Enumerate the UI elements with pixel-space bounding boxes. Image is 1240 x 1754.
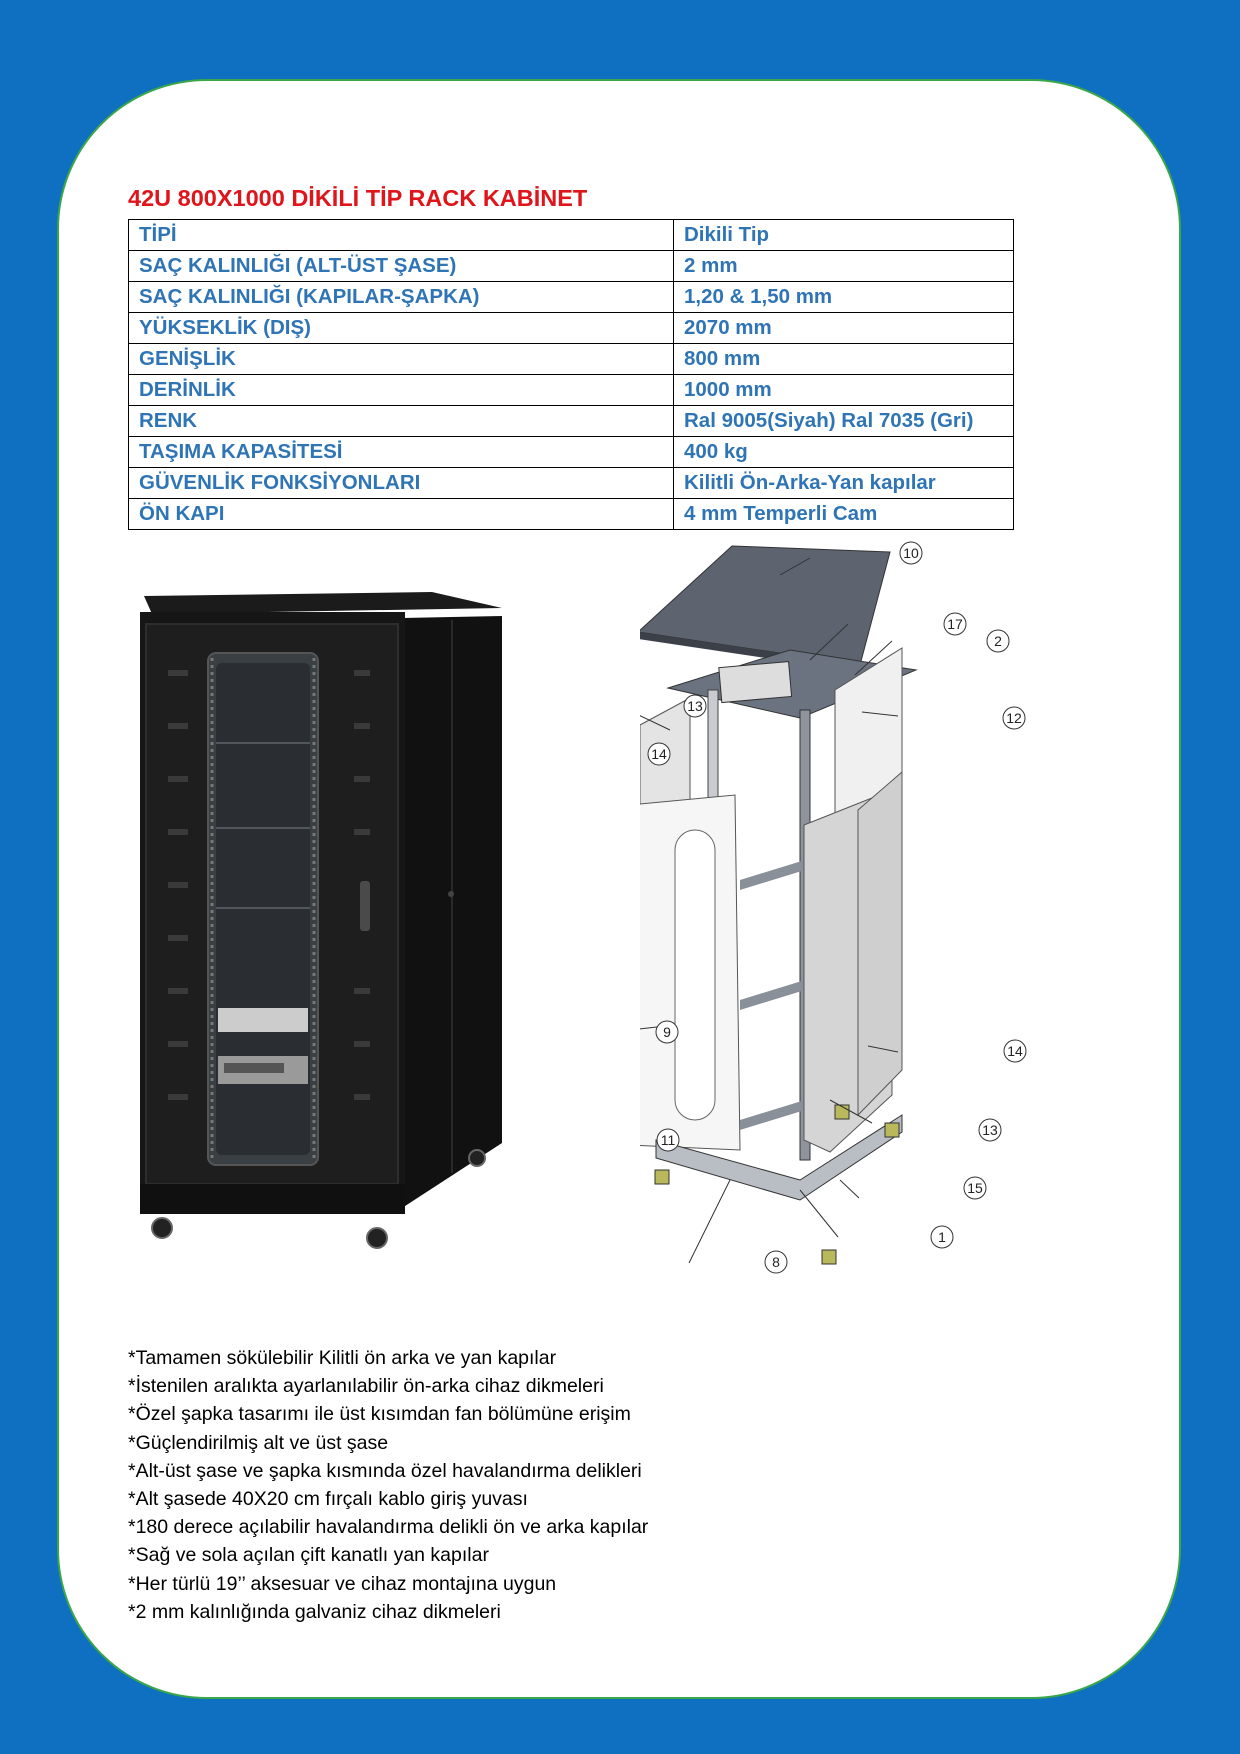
callout-number: 14	[1007, 1043, 1023, 1059]
spec-value: Ral 9005(Siyah) Ral 7035 (Gri)	[674, 406, 1014, 437]
feature-item: *Sağ ve sola açılan çift kanatlı yan kapılar	[128, 1544, 489, 1567]
callout-number: 9	[663, 1024, 671, 1040]
spec-value: Dikili Tip	[674, 220, 1014, 251]
spec-label: YÜKSEKLİK (DIŞ)	[129, 313, 674, 344]
spec-value: 2070 mm	[674, 313, 1014, 344]
spec-value: 1,20 & 1,50 mm	[674, 282, 1014, 313]
spec-label: RENK	[129, 406, 674, 437]
spec-label: DERİNLİK	[129, 375, 674, 406]
spec-value: 1000 mm	[674, 375, 1014, 406]
feature-item: *2 mm kalınlığında galvaniz cihaz dikmeleri	[128, 1600, 501, 1623]
feature-item: *İstenilen aralıkta ayarlanılabilir ön-arka cihaz dikmeleri	[128, 1375, 604, 1398]
callout-number: 8	[772, 1254, 780, 1270]
spec-value: Kilitli Ön-Arka-Yan kapılar	[674, 468, 1014, 499]
spec-label: ÖN KAPI	[129, 499, 674, 530]
feature-item: *Alt-üst şase ve şapka kısmında özel havalandırma delikleri	[128, 1459, 642, 1482]
callout-number: 15	[967, 1180, 983, 1196]
callout-number: 10	[903, 545, 919, 561]
spec-value: 2 mm	[674, 251, 1014, 282]
feature-item: *Alt şasede 40X20 cm fırçalı kablo giriş yuvası	[128, 1487, 528, 1510]
spec-label: GÜVENLİK FONKSİYONLARI	[129, 468, 674, 499]
callout-number: 14	[651, 746, 667, 762]
callout-number: 1	[938, 1229, 946, 1245]
spec-label: TAŞIMA KAPASİTESİ	[129, 437, 674, 468]
feature-item: *Özel şapka tasarımı ile üst kısımdan fan bölümüne erişim	[128, 1403, 631, 1426]
feature-item: *Her türlü 19’’ aksesuar ve cihaz montajına uygun	[128, 1572, 557, 1595]
spec-value: 800 mm	[674, 344, 1014, 375]
spec-value: 4 mm Temperli Cam	[674, 499, 1014, 530]
spec-label: SAÇ KALINLIĞI (ALT-ÜST ŞASE)	[129, 251, 674, 282]
feature-item: *Tamamen sökülebilir Kilitli ön arka ve yan kapılar	[128, 1347, 557, 1369]
feature-list	[128, 1344, 648, 1626]
callout-number: 17	[947, 616, 963, 632]
callout-number: 12	[1006, 710, 1022, 726]
callout-number: 13	[687, 698, 703, 714]
feature-item: *180 derece açılabilir havalandırma delikli ön ve arka kapılar	[128, 1516, 649, 1539]
spec-label: GENİŞLİK	[129, 344, 674, 375]
feature-item: *Güçlendirilmiş alt ve üst şase	[128, 1431, 389, 1454]
callout-number: 11	[660, 1132, 676, 1148]
page-title: 42U 800X1000 DİKİLİ TİP RACK KABİNET	[128, 185, 588, 211]
callout-number: 13	[982, 1122, 998, 1138]
spec-label: SAÇ KALINLIĞI (KAPILAR-ŞAPKA)	[129, 282, 674, 313]
spec-value: 400 kg	[674, 437, 1014, 468]
spec-label: TİPİ	[129, 220, 674, 251]
callout-number: 2	[994, 633, 1002, 649]
